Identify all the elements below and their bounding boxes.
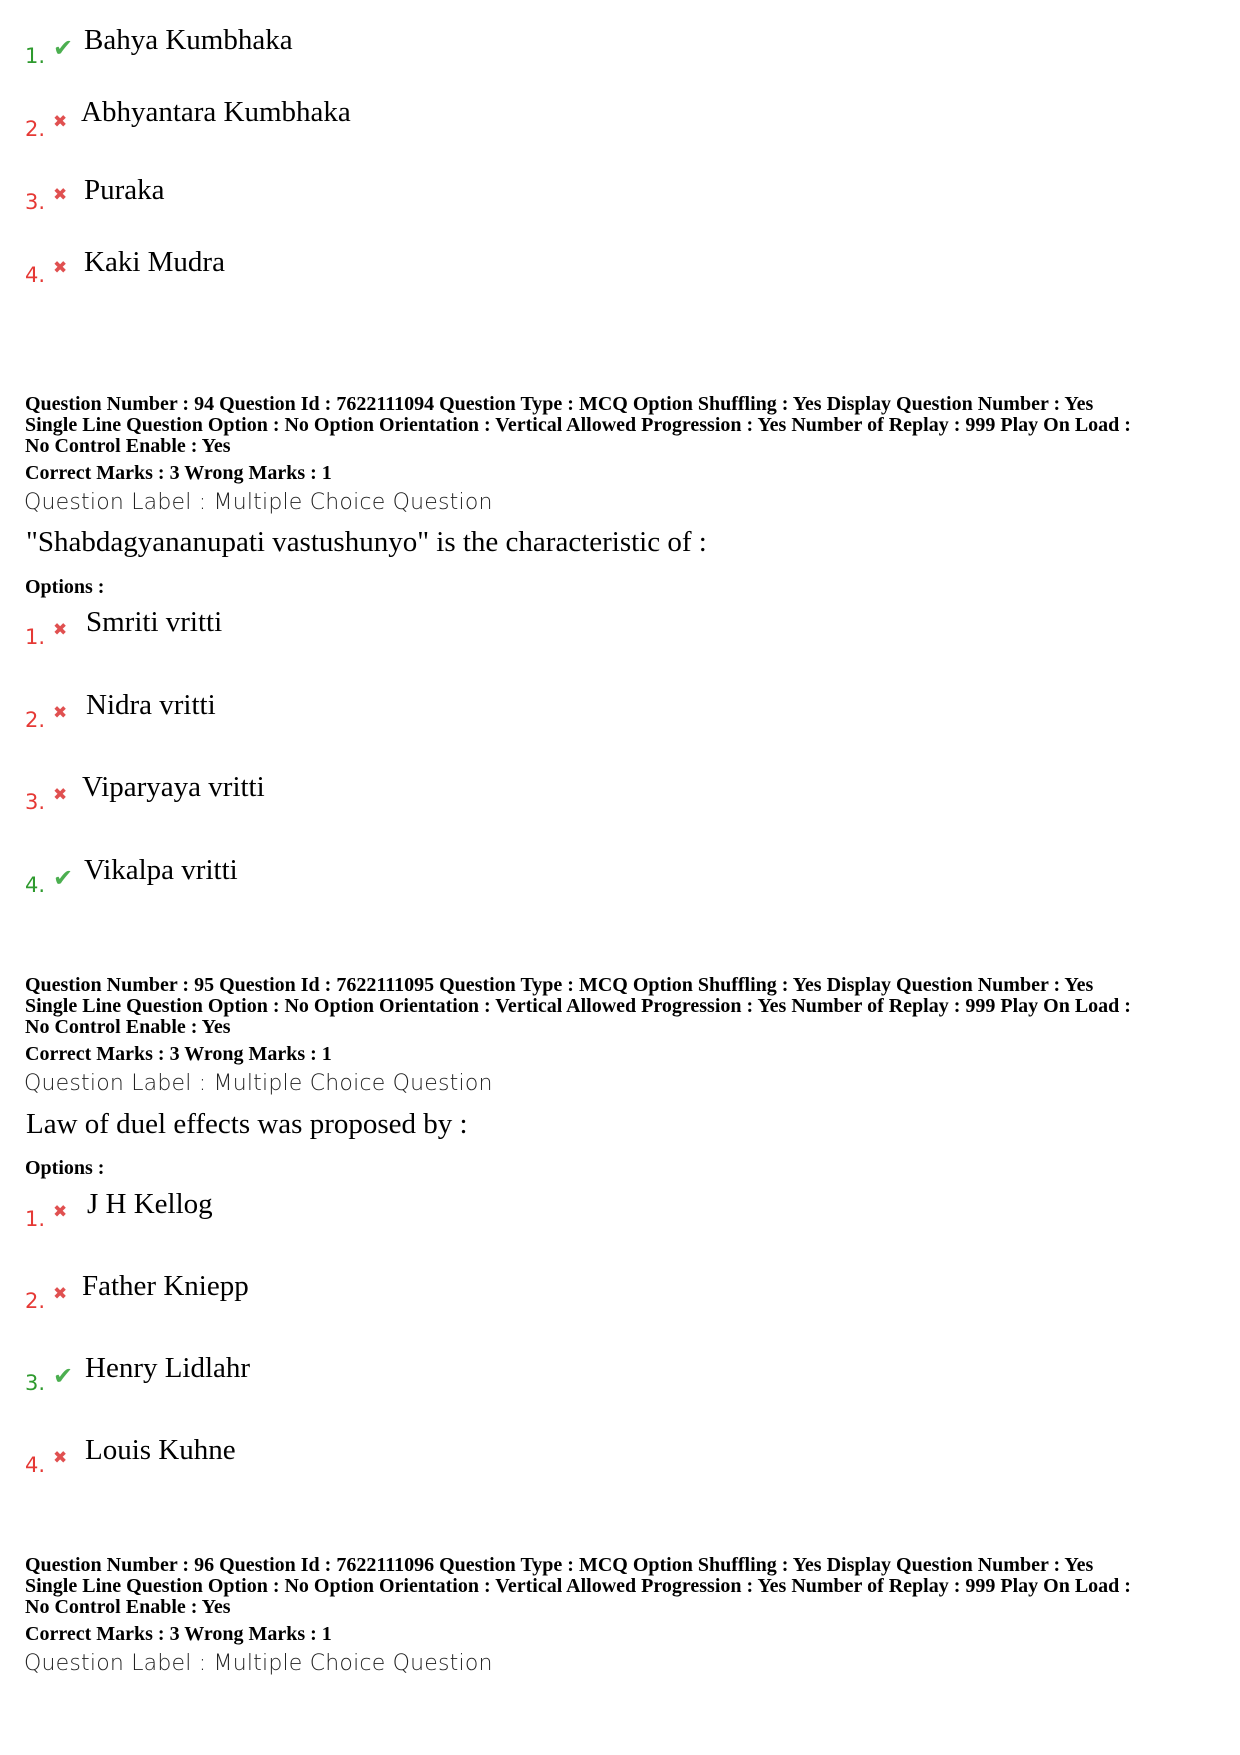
question-label: Question Label : Multiple Choice Question bbox=[24, 490, 493, 515]
cross-icon: ✖ bbox=[53, 620, 68, 640]
option-number: 1. bbox=[25, 1207, 46, 1231]
cross-icon: ✖ bbox=[53, 258, 68, 278]
option-text: J H Kellog bbox=[87, 1188, 213, 1220]
check-icon: ✔ bbox=[53, 34, 74, 62]
option-number: 3. bbox=[25, 1371, 46, 1395]
marks-line: Correct Marks : 3 Wrong Marks : 1 bbox=[25, 1043, 332, 1065]
cross-icon: ✖ bbox=[53, 1448, 68, 1468]
meta-line: No Control Enable : Yes bbox=[25, 1016, 231, 1038]
option-text: Kaki Mudra bbox=[84, 246, 225, 278]
cross-icon: ✖ bbox=[53, 703, 68, 723]
option-item bbox=[0, 172, 1200, 222]
option-text: Father Kniepp bbox=[82, 1270, 249, 1302]
cross-icon: ✖ bbox=[53, 785, 68, 805]
options-label: Options : bbox=[25, 1157, 105, 1179]
option-text: Henry Lidlahr bbox=[85, 1352, 251, 1384]
options-label: Options : bbox=[25, 576, 105, 598]
question-text: Law of duel effects was proposed by : bbox=[26, 1108, 468, 1140]
question-meta bbox=[25, 394, 1215, 457]
question-label: Question Label : Multiple Choice Question bbox=[24, 1071, 493, 1096]
meta-line: Question Number : 94 Question Id : 7622111094 Question Type : MCQ Option Shuffling : Yes Display Question Number : Yes bbox=[25, 393, 1094, 415]
option-item bbox=[0, 245, 1200, 295]
option-text: Nidra vritti bbox=[86, 689, 216, 721]
option-number: 3. bbox=[25, 190, 46, 214]
option-item bbox=[0, 1434, 1200, 1484]
option-number: 3. bbox=[25, 790, 46, 814]
option-text: Puraka bbox=[84, 174, 165, 206]
meta-line: Single Line Question Option : No Option Orientation : Vertical Allowed Progression : Yes Number of Replay : 999 Play On Load : bbox=[25, 414, 1131, 436]
option-item bbox=[0, 1188, 1200, 1238]
option-item bbox=[0, 1352, 1200, 1402]
option-number: 1. bbox=[25, 44, 46, 68]
meta-line: Question Number : 95 Question Id : 7622111095 Question Type : MCQ Option Shuffling : Yes Display Question Number : Yes bbox=[25, 974, 1094, 996]
meta-line: Question Number : 96 Question Id : 7622111096 Question Type : MCQ Option Shuffling : Yes Display Question Number : Yes bbox=[25, 1554, 1094, 1576]
option-text: Abhyantara Kumbhaka bbox=[81, 96, 351, 128]
marks-line: Correct Marks : 3 Wrong Marks : 1 bbox=[25, 1623, 332, 1645]
meta-line: No Control Enable : Yes bbox=[25, 1596, 231, 1618]
option-number: 4. bbox=[25, 873, 46, 897]
option-item bbox=[0, 1270, 1200, 1320]
question-text: "Shabdagyananupati vastushunyo" is the characteristic of : bbox=[26, 526, 707, 558]
option-number: 2. bbox=[25, 117, 46, 141]
question-meta bbox=[25, 975, 1215, 1038]
check-icon: ✔ bbox=[53, 1362, 74, 1390]
option-text: Louis Kuhne bbox=[85, 1434, 236, 1466]
question-meta bbox=[25, 1555, 1215, 1618]
option-text: Viparyaya vritti bbox=[82, 771, 265, 803]
cross-icon: ✖ bbox=[53, 185, 68, 205]
option-number: 4. bbox=[25, 263, 46, 287]
check-icon: ✔ bbox=[53, 864, 74, 892]
option-item bbox=[0, 96, 1200, 149]
option-number: 2. bbox=[25, 1289, 46, 1313]
meta-line: No Control Enable : Yes bbox=[25, 435, 231, 457]
option-number: 4. bbox=[25, 1453, 46, 1477]
option-text: Smriti vritti bbox=[86, 606, 223, 638]
cross-icon: ✖ bbox=[53, 1202, 68, 1222]
marks-line: Correct Marks : 3 Wrong Marks : 1 bbox=[25, 462, 332, 484]
option-item bbox=[0, 689, 1200, 739]
cross-icon: ✖ bbox=[53, 1284, 68, 1304]
cross-icon: ✖ bbox=[53, 112, 68, 132]
meta-line: Single Line Question Option : No Option Orientation : Vertical Allowed Progression : Yes Number of Replay : 999 Play On Load : bbox=[25, 1575, 1131, 1597]
option-item bbox=[0, 771, 1200, 821]
question-label: Question Label : Multiple Choice Question bbox=[24, 1651, 493, 1676]
option-text: Bahya Kumbhaka bbox=[84, 24, 293, 56]
option-number: 1. bbox=[25, 625, 46, 649]
option-text: Vikalpa vritti bbox=[84, 854, 238, 886]
option-number: 2. bbox=[25, 708, 46, 732]
option-item bbox=[0, 854, 1200, 904]
meta-line: Single Line Question Option : No Option Orientation : Vertical Allowed Progression : Yes Number of Replay : 999 Play On Load : bbox=[25, 995, 1131, 1017]
option-item bbox=[0, 606, 1200, 656]
option-item bbox=[0, 26, 1200, 76]
